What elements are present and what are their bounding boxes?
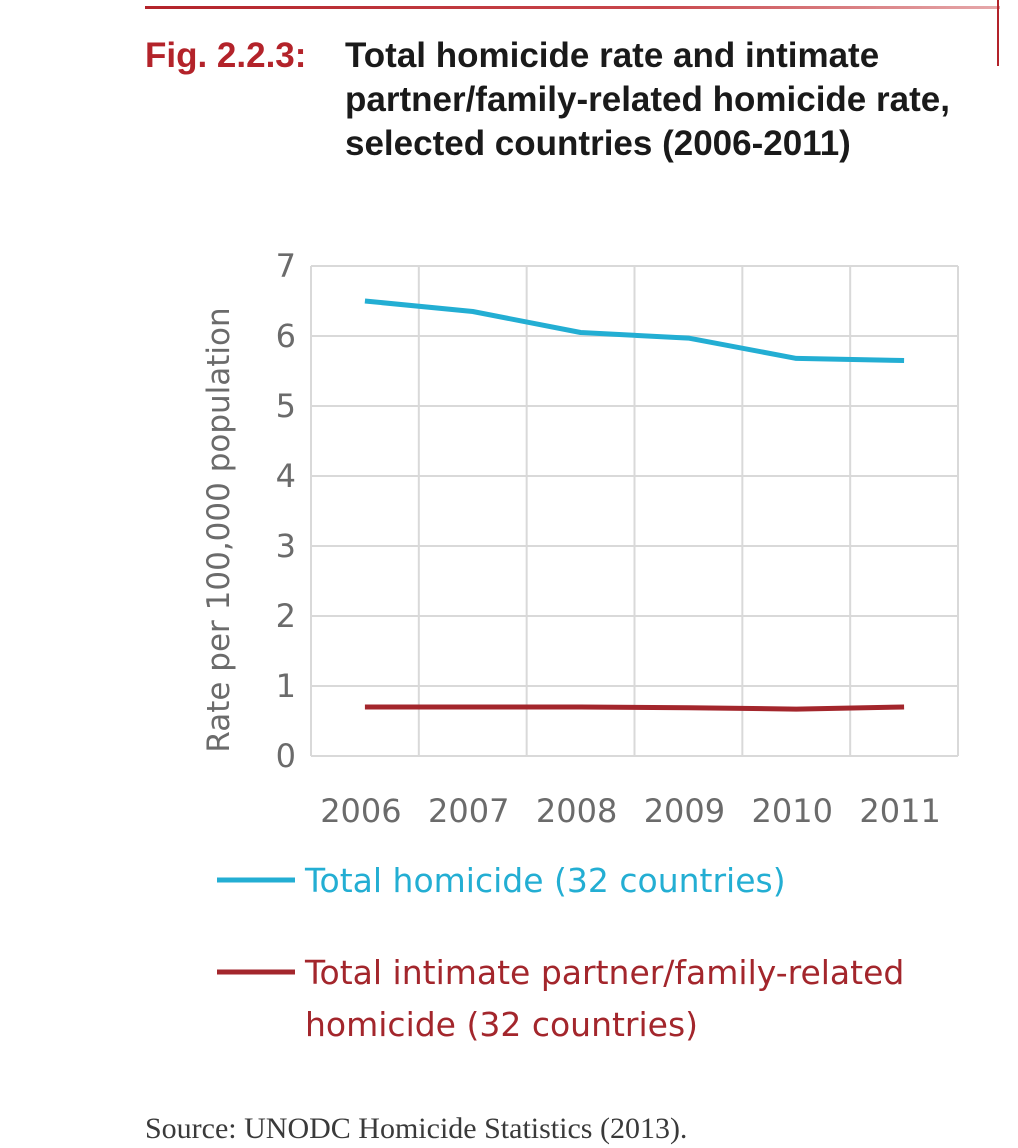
x-tick-label: 2006 bbox=[320, 792, 402, 830]
x-tick-label: 2009 bbox=[643, 792, 726, 830]
grid-lines bbox=[311, 266, 958, 756]
x-tick-label: 2011 bbox=[859, 792, 941, 830]
x-tick-label: 2008 bbox=[535, 792, 618, 830]
figure-label: Fig. 2.2.3: bbox=[145, 36, 307, 75]
y-tick-label: 2 bbox=[275, 597, 296, 635]
y-tick-label: 7 bbox=[275, 247, 296, 285]
legend-label: homicide (32 countries) bbox=[305, 1005, 699, 1044]
x-tick-label: 2007 bbox=[428, 792, 510, 830]
x-tick-labels bbox=[320, 792, 941, 830]
y-axis-title: Rate per 100,000 population bbox=[201, 307, 237, 753]
legend-label: Total intimate partner/family-related bbox=[305, 953, 905, 992]
figure-title: Total homicide rate and intimate partner/family-related homicide rate, selected countries (2006-2011) bbox=[345, 36, 950, 163]
y-tick-label: 4 bbox=[275, 457, 296, 495]
source-note: Source: UNODC Homicide Statistics (2013). bbox=[145, 1112, 688, 1145]
x-tick-label: 2010 bbox=[751, 792, 833, 830]
legend-label: Total homicide (32 countries) bbox=[305, 861, 786, 900]
y-tick-label: 1 bbox=[275, 667, 296, 705]
series-line-intimate-partner-family bbox=[365, 707, 904, 709]
y-tick-labels bbox=[276, 247, 296, 775]
y-tick-label: 6 bbox=[275, 317, 296, 355]
legend bbox=[217, 861, 904, 1044]
y-tick-label: 3 bbox=[275, 527, 296, 565]
y-tick-label: 5 bbox=[275, 387, 296, 425]
y-tick-label: 0 bbox=[275, 737, 296, 775]
